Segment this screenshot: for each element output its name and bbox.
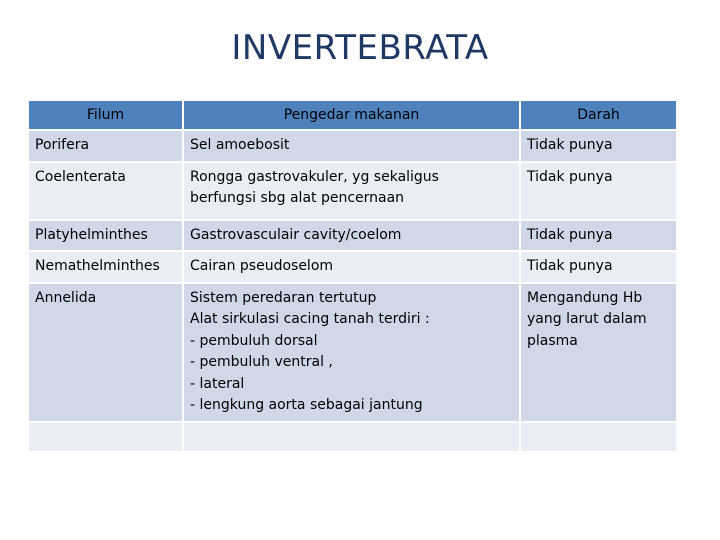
page-title: INVERTEBRATA [231, 28, 489, 68]
cell-line: Sistem peredaran tertutup [190, 289, 377, 306]
cell-line: Tidak punya [527, 226, 613, 243]
header-filum: Filum [29, 101, 183, 130]
table-row [29, 283, 676, 422]
cell-darah [520, 162, 676, 220]
cell-pengedar [183, 162, 520, 220]
cell-line: Tidak punya [527, 168, 613, 185]
cell-pengedar [183, 130, 520, 162]
cell-filum: Nemathelminthes [29, 251, 183, 283]
cell-line: plasma [527, 332, 578, 349]
cell-darah [520, 130, 676, 162]
cell-darah [520, 220, 676, 252]
cell-filum: Coelenterata [29, 162, 183, 220]
cell-filum: Porifera [29, 130, 183, 162]
table-header-row [29, 101, 676, 130]
cell-filum [29, 422, 183, 451]
table-row [29, 220, 676, 252]
cell-line: Tidak punya [527, 137, 613, 153]
cell-line: Tidak punya [527, 258, 613, 274]
cell-darah [520, 251, 676, 283]
table-row [29, 422, 676, 451]
cell-line: - pembuluh ventral , [190, 354, 333, 370]
cell-pengedar [183, 283, 520, 422]
cell-line: Alat sirkulasi cacing tanah terdiri : [190, 311, 430, 327]
cell-pengedar [183, 220, 520, 252]
cell-filum: Annelida [29, 283, 183, 422]
cell-line: Sel amoebosit [190, 137, 290, 153]
cell-line: Rongga gastrovakuler, yg sekaligus [190, 168, 439, 185]
table-row [29, 251, 676, 283]
cell-darah [520, 283, 676, 422]
cell-line: - pembuluh dorsal [190, 332, 318, 349]
cell-darah [520, 422, 676, 451]
cell-line: - lengkung aorta sebagai jantung [190, 397, 423, 413]
header-darah: Darah [520, 101, 676, 130]
cell-filum: Platyhelminthes [29, 220, 183, 252]
invertebrata-table [29, 101, 676, 451]
cell-line: Mengandung Hb [527, 289, 643, 306]
cell-pengedar [183, 422, 520, 451]
cell-pengedar [183, 251, 520, 283]
table-row [29, 162, 676, 220]
cell-line: berfungsi sbg alat pencernaan [190, 190, 405, 206]
header-pengedar-makanan: Pengedar makanan [183, 101, 520, 130]
table-row [29, 130, 676, 162]
cell-line: Cairan pseudoselom [190, 258, 334, 274]
cell-line: Gastrovasculair cavity/coelom [190, 226, 402, 243]
cell-line: yang larut dalam [527, 311, 647, 327]
cell-line: - lateral [190, 375, 245, 392]
